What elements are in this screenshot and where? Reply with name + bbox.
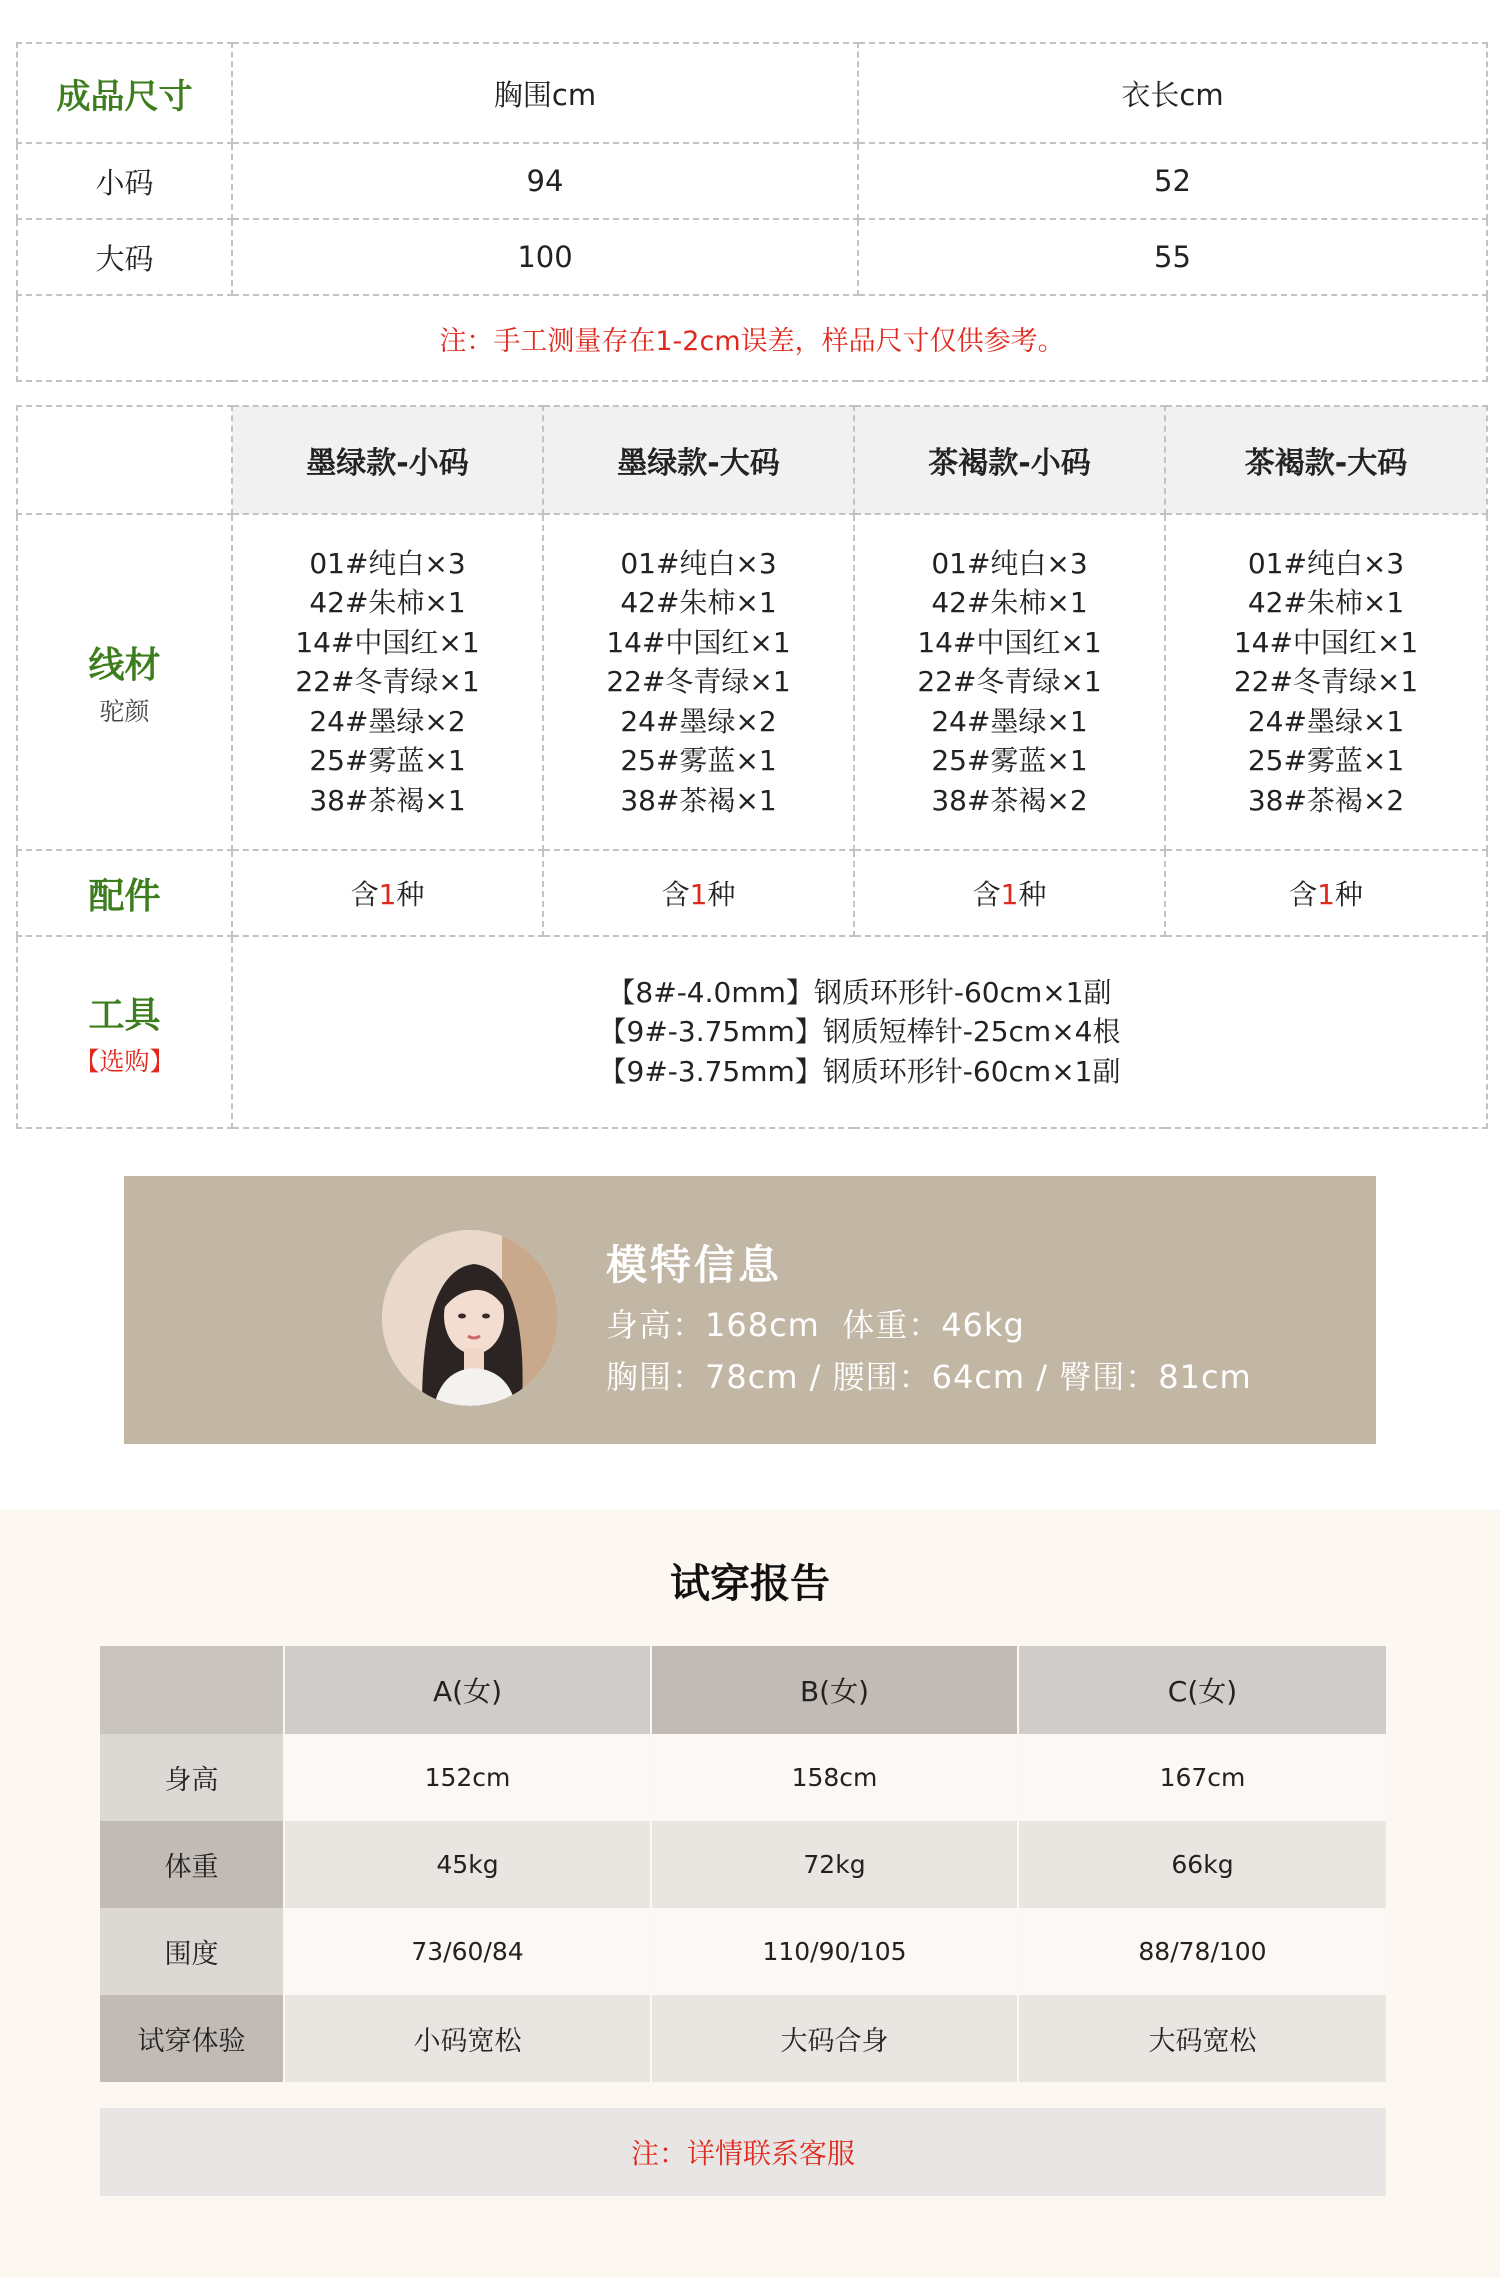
corner-cell — [17, 406, 232, 514]
yarn-item: 01#纯白×3 — [309, 546, 466, 580]
yarn-list — [543, 514, 854, 850]
report-cell: 大码宽松 — [1018, 1995, 1386, 2082]
report-cell: 167cm — [1018, 1734, 1386, 1821]
table-row — [17, 143, 1487, 219]
report-cell: 大码合身 — [651, 1995, 1018, 2082]
chest-value: 94 — [232, 143, 858, 219]
yarn-item: 01#纯白×3 — [1247, 546, 1405, 580]
yarn-item: 25#雾蓝×1 — [309, 744, 466, 778]
yarn-item: 24#墨绿×1 — [1247, 704, 1405, 738]
yarn-item: 22#冬青绿×1 — [1233, 665, 1419, 699]
yarn-list — [1165, 514, 1487, 850]
variant-header: 茶褐款-大码 — [1165, 406, 1487, 514]
report-cell: 小码宽松 — [284, 1995, 651, 2082]
row-label: 试穿体验 — [100, 1995, 284, 2082]
size-name: 小码 — [17, 143, 232, 219]
yarn-item: 42#朱柿×1 — [309, 586, 466, 620]
tool-item: 【8#-4.0mm】钢质环形针-60cm×1副 — [607, 975, 1112, 1009]
yarn-item: 14#中国红×1 — [606, 625, 791, 659]
model-title: 模特信息 — [606, 1241, 782, 1289]
accessory-value: 含1种 — [1165, 850, 1487, 936]
yarn-item: 42#朱柿×1 — [1247, 586, 1405, 620]
report-cell: 88/78/100 — [1018, 1908, 1386, 1995]
model-height-weight: 身高：168cm 体重：46kg — [606, 1306, 1025, 1344]
yarn-item: 25#雾蓝×1 — [620, 744, 777, 778]
yarn-item: 38#茶褐×2 — [1247, 783, 1405, 817]
yarn-item: 38#茶褐×1 — [620, 783, 777, 817]
yarn-item: 24#墨绿×1 — [931, 704, 1088, 738]
yarn-item: 22#冬青绿×1 — [606, 665, 791, 699]
chest-header: 胸围cm — [232, 43, 858, 143]
report-cell: 73/60/84 — [284, 1908, 651, 1995]
tools-label-cell — [17, 936, 232, 1128]
report-cell: 66kg — [1018, 1821, 1386, 1908]
variant-header: 茶褐款-小码 — [854, 406, 1165, 514]
row-label: 围度 — [100, 1908, 284, 1995]
model-avatar — [382, 1230, 558, 1406]
table-row — [100, 1908, 1386, 1995]
size-header-label: 成品尺寸 — [17, 43, 232, 143]
table-row — [17, 219, 1487, 295]
model-measurements: 胸围：78cm / 腰围：64cm / 臀围：81cm — [606, 1358, 1252, 1396]
yarn-label: 线材 — [88, 644, 161, 686]
yarn-item: 24#墨绿×2 — [620, 704, 777, 738]
length-value: 52 — [858, 143, 1487, 219]
report-section — [0, 1510, 1500, 2278]
accessory-value: 含1种 — [232, 850, 543, 936]
tester-header: A(女) — [284, 1646, 651, 1734]
size-name: 大码 — [17, 219, 232, 295]
yarn-item: 42#朱柿×1 — [620, 586, 777, 620]
yarn-item: 38#茶褐×2 — [931, 783, 1088, 817]
report-cell: 72kg — [651, 1821, 1018, 1908]
tools-list — [232, 936, 1487, 1128]
yarn-list — [854, 514, 1165, 850]
model-banner — [124, 1176, 1376, 1444]
report-note: 注：详情联系客服 — [100, 2108, 1386, 2196]
report-cell: 110/90/105 — [651, 1908, 1018, 1995]
report-table — [100, 1646, 1386, 2082]
report-cell: 158cm — [651, 1734, 1018, 1821]
table-row — [100, 1821, 1386, 1908]
variant-header: 墨绿款-大码 — [543, 406, 854, 514]
row-label: 体重 — [100, 1821, 284, 1908]
yarn-item: 22#冬青绿×1 — [917, 665, 1102, 699]
yarn-item: 14#中国红×1 — [295, 625, 480, 659]
model-portrait-image — [382, 1230, 558, 1406]
accessory-value: 含1种 — [854, 850, 1165, 936]
material-table — [16, 405, 1488, 1129]
variant-header: 墨绿款-小码 — [232, 406, 543, 514]
yarn-item: 25#雾蓝×1 — [931, 744, 1088, 778]
yarn-item: 14#中国红×1 — [917, 625, 1102, 659]
yarn-item: 25#雾蓝×1 — [1247, 744, 1405, 778]
tools-sublabel: 【选购】 — [74, 1046, 175, 1076]
report-corner — [100, 1646, 284, 1734]
size-note: 注：手工测量存在1-2cm误差，样品尺寸仅供参考。 — [17, 295, 1487, 381]
report-title: 试穿报告 — [670, 1561, 830, 1607]
yarn-item: 22#冬青绿×1 — [295, 665, 480, 699]
report-cell: 152cm — [284, 1734, 651, 1821]
table-row — [100, 1734, 1386, 1821]
accessory-value: 含1种 — [543, 850, 854, 936]
accessory-label: 配件 — [88, 875, 161, 917]
tool-item: 【9#-3.75mm】钢质环形针-60cm×1副 — [598, 1054, 1121, 1088]
yarn-item: 38#茶褐×1 — [309, 783, 466, 817]
chest-value: 100 — [232, 219, 858, 295]
yarn-label-cell — [17, 514, 232, 850]
yarn-item: 14#中国红×1 — [1233, 625, 1419, 659]
accessory-label-cell — [17, 850, 232, 936]
report-header-row — [100, 1646, 1386, 1734]
length-value: 55 — [858, 219, 1487, 295]
report-cell: 45kg — [284, 1821, 651, 1908]
tester-header: C(女) — [1018, 1646, 1386, 1734]
yarn-list — [232, 514, 543, 850]
tools-label: 工具 — [88, 994, 161, 1036]
table-row — [100, 1995, 1386, 2082]
yarn-sublabel: 驼颜 — [99, 696, 150, 726]
size-table — [16, 42, 1488, 382]
tool-item: 【9#-3.75mm】钢质短棒针-25cm×4根 — [598, 1015, 1121, 1049]
yarn-item: 42#朱柿×1 — [931, 586, 1088, 620]
yarn-item: 24#墨绿×2 — [309, 704, 466, 738]
tester-header: B(女) — [651, 1646, 1018, 1734]
yarn-item: 01#纯白×3 — [620, 546, 777, 580]
length-header: 衣长cm — [858, 43, 1487, 143]
row-label: 身高 — [100, 1734, 284, 1821]
yarn-item: 01#纯白×3 — [931, 546, 1088, 580]
